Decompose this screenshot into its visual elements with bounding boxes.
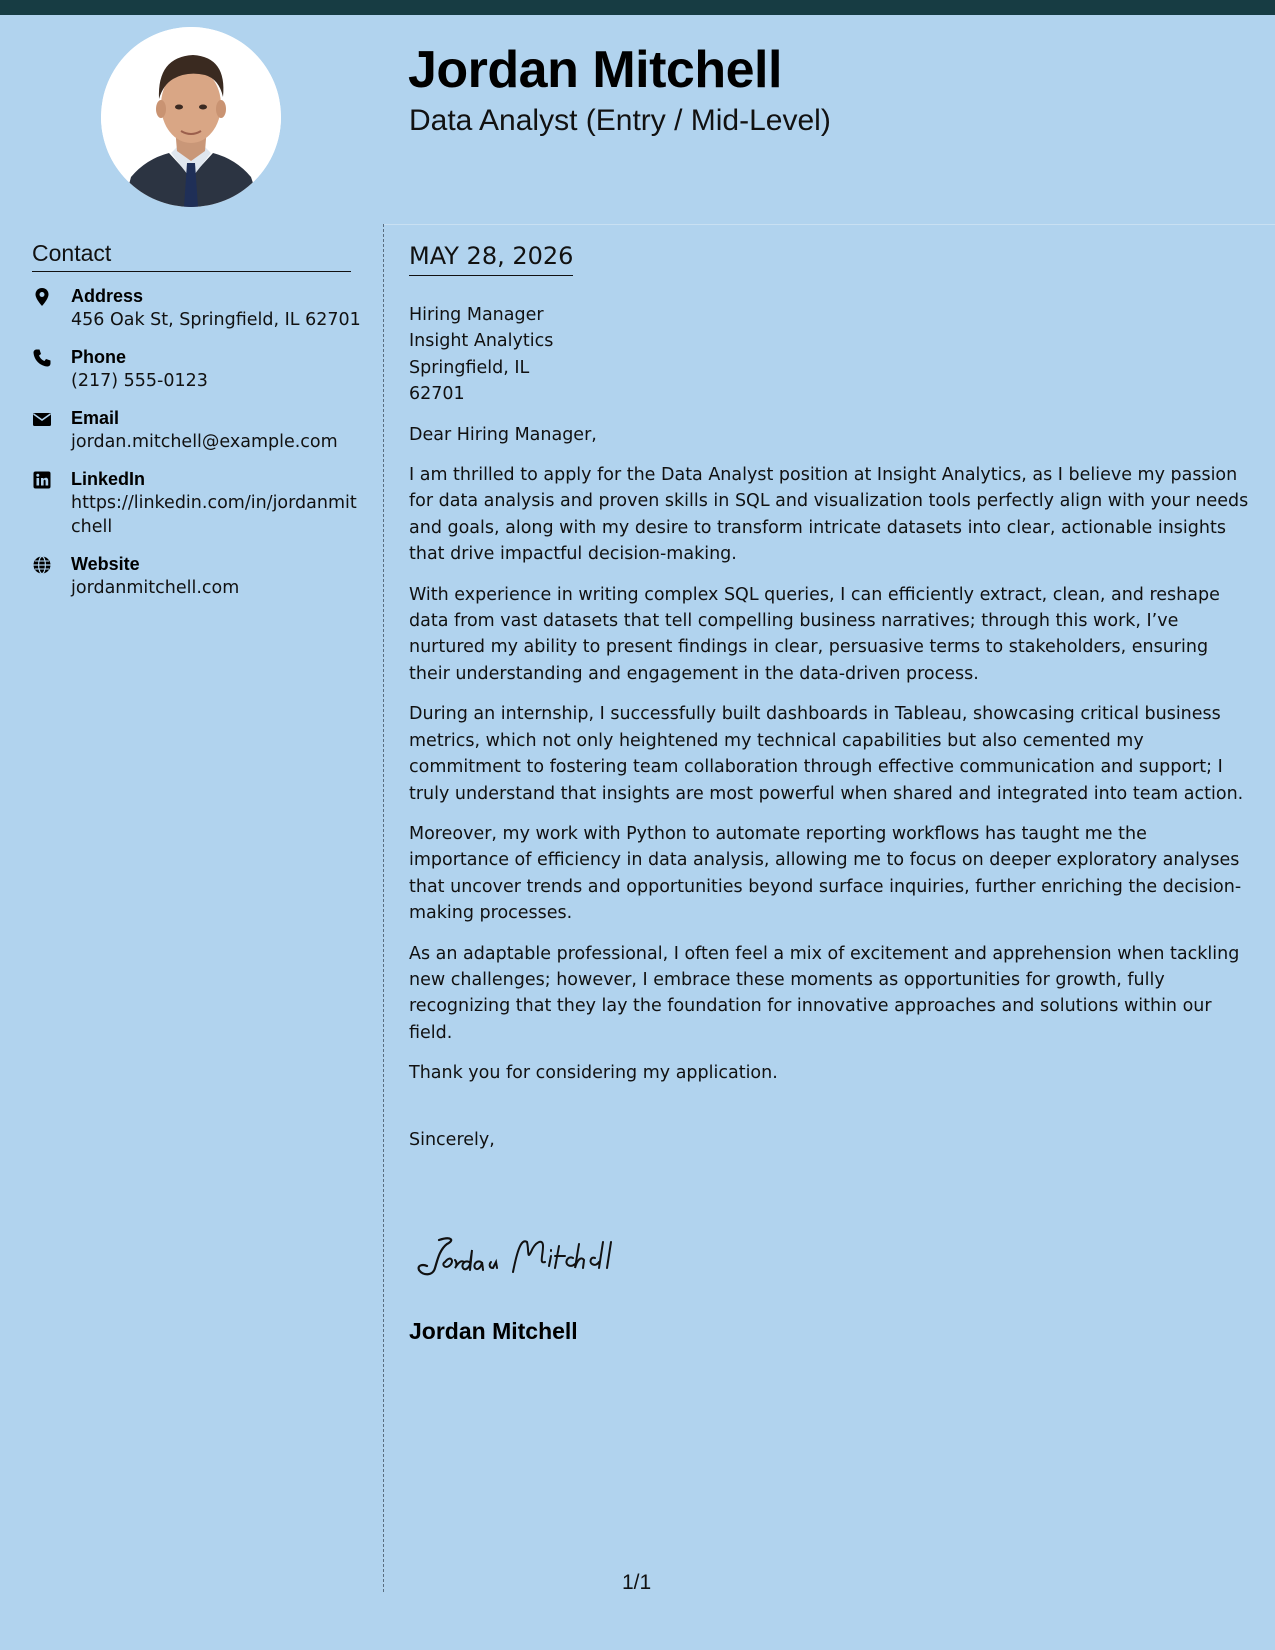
handwritten-signature [409, 1232, 679, 1282]
column-divider [383, 224, 384, 1592]
salutation: Dear Hiring Manager, [409, 424, 597, 445]
applicant-name: Jordan Mitchell [408, 41, 782, 99]
profile-photo [101, 27, 281, 207]
contact-label: Email [71, 408, 120, 428]
page-number: 1/1 [622, 1571, 652, 1594]
top-accent-bar [0, 0, 1275, 15]
contact-linkedin [32, 467, 362, 539]
contact-label: Address [71, 286, 144, 306]
recipient-line: 62701 [409, 384, 465, 405]
header-divider [383, 224, 1275, 225]
body-paragraph: With experience in writing complex SQL queries, I can efficiently extract, clean, and reshape data from vast datasets that tell compelling business narratives; through this work, I’ve nurtured my ability to present findings in clear, persuasive terms to stakeholders, ensuring their understanding and engagement in the data-driven process. [409, 584, 1220, 684]
contact-phone [32, 345, 362, 393]
contact-list [32, 284, 362, 613]
contact-label: Website [71, 554, 140, 574]
location-pin-icon [32, 287, 52, 307]
body-paragraph: I am thrilled to apply for the Data Analyst position at Insight Analytics, as I believe my passion for data analysis and proven skills in SQL and visualization tools perfectly align with your needs and goals, along with my desire to transform intricate datasets into clear, actionable insights that drive impactful decision-making. [409, 465, 1249, 565]
recipient-line: Insight Analytics [409, 331, 554, 352]
contact-email [32, 406, 362, 454]
website-value[interactable]: jordanmitchell.com [71, 578, 240, 598]
closing: Sincerely, [409, 1129, 495, 1150]
letter-date: MAY 28, 2026 [409, 242, 573, 276]
signoff-name: Jordan Mitchell [409, 1318, 578, 1344]
body-paragraph: During an internship, I successfully built dashboards in Tableau, showcasing critical business metrics, which not only heightened my technical capabilities but also cemented my commitment to fostering team collaboration through effective communication and support; I truly understand that insights are most powerful when shared and integrated into team action. [409, 704, 1244, 804]
envelope-icon [32, 409, 52, 429]
job-title: Data Analyst (Entry / Mid-Level) [409, 104, 831, 137]
email-value[interactable]: jordan.mitchell@example.com [71, 432, 338, 452]
contact-address [32, 284, 362, 332]
contact-website [32, 552, 362, 600]
linkedin-icon [32, 470, 52, 490]
phone-icon [32, 348, 52, 368]
letter-body [409, 302, 1252, 1153]
recipient-block [409, 302, 1252, 408]
linkedin-value[interactable]: https://linkedin.com/in/jordanmitchell [71, 493, 357, 537]
contact-heading: Contact [32, 240, 351, 272]
contact-label: Phone [71, 347, 127, 367]
thanks-line: Thank you for considering my application. [409, 1063, 778, 1084]
contact-label: LinkedIn [71, 469, 146, 489]
recipient-line: Hiring Manager [409, 305, 544, 325]
phone-value: (217) 555-0123 [71, 371, 208, 391]
globe-icon [32, 555, 52, 575]
body-paragraph: As an adaptable professional, I often feel a mix of excitement and apprehension when tackling new challenges; however, I embrace these moments as opportunities for growth, fully recognizing that they lay the foundation for innovative approaches and solutions within our field. [409, 943, 1240, 1043]
recipient-line: Springfield, IL [409, 357, 530, 378]
address-value: 456 Oak St, Springfield, IL 62701 [71, 310, 361, 330]
body-paragraph: Moreover, my work with Python to automate reporting workflows has taught me the importance of efficiency in data analysis, allowing me to focus on deeper exploratory analyses that uncover trends and opportunities beyond surface inquiries, further enriching the decision-making processes. [409, 823, 1242, 924]
